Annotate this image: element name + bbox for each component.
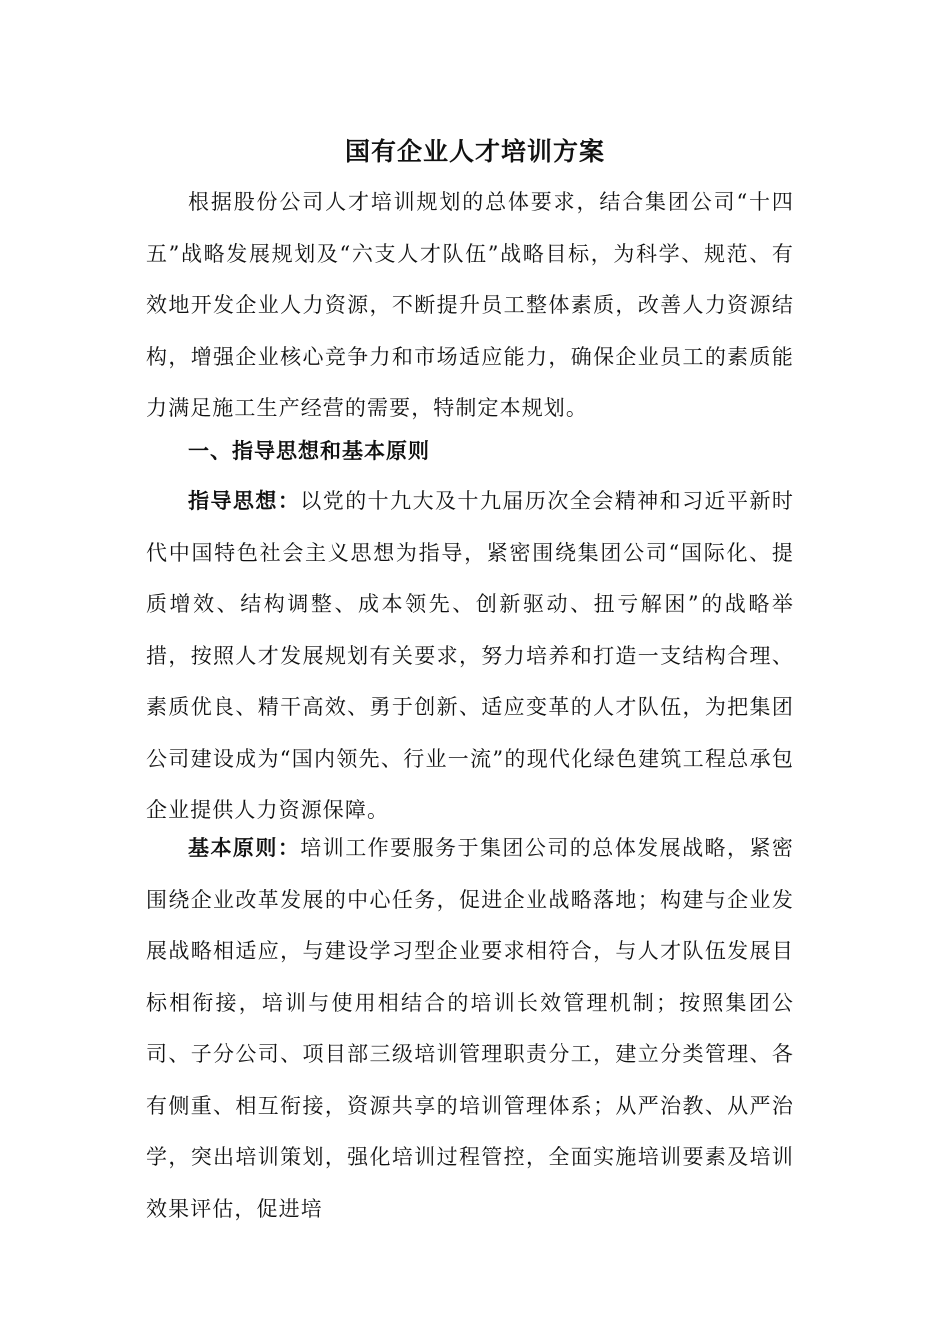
guiding-ideology-text: 以党的十九大及十九届历次全会精神和习近平新时代中国特色社会主义思想为指导，紧密围绕集团公司“国际化、提质增效、结构调整、成本领先、创新驱动、扭亏解困”的战略举措，按照人才发展规划有关要求，努力培养和打造一支结构合理、素质优良、精干高效、勇于创新、适应变革的人才队伍，为把集团公司建设成为“国内领先、行业一流”的现代化绿色建筑工程总承包企业提供人力资源保障。 [146, 489, 795, 822]
basic-principles-text: 培训工作要服务于集团公司的总体发展战略，紧密围绕企业改革发展的中心任务，促进企业战略落地；构建与企业发展战略相适应，与建设学习型企业要求相符合，与人才队伍发展目标相衔接，培训与使用相结合的培训长效管理机制；按照集团公司、子分公司、项目部三级培训管理职责分工，建立分类管理、各有侧重、相互衔接，资源共享的培训管理体系；从严治教、从严治学，突出培训策划，强化培训过程管控，全面实施培训要素及培训效果评估，促进培 [146, 836, 795, 1221]
document-title: 国有企业人才培训方案 [344, 137, 605, 166]
guiding-ideology-paragraph [146, 475, 794, 837]
intro-paragraph: 根据股份公司人才培训规划的总体要求，结合集团公司“十四五”战略发展规划及“六支人才队伍”战略目标，为科学、规范、有效地开发企业人力资源，不断提升员工整体素质，改善人力资源结构，增强企业核心竞争力和市场适应能力，确保企业员工的素质能力满足施工生产经营的需要，特制定本规划。 [146, 190, 794, 420]
basic-principles-label: 基本原则： [188, 835, 301, 860]
basic-principles-paragraph [146, 822, 794, 1235]
guiding-ideology-label: 指导思想： [188, 488, 301, 513]
section-heading-1: 一、指导思想和基本原则 [188, 438, 430, 463]
